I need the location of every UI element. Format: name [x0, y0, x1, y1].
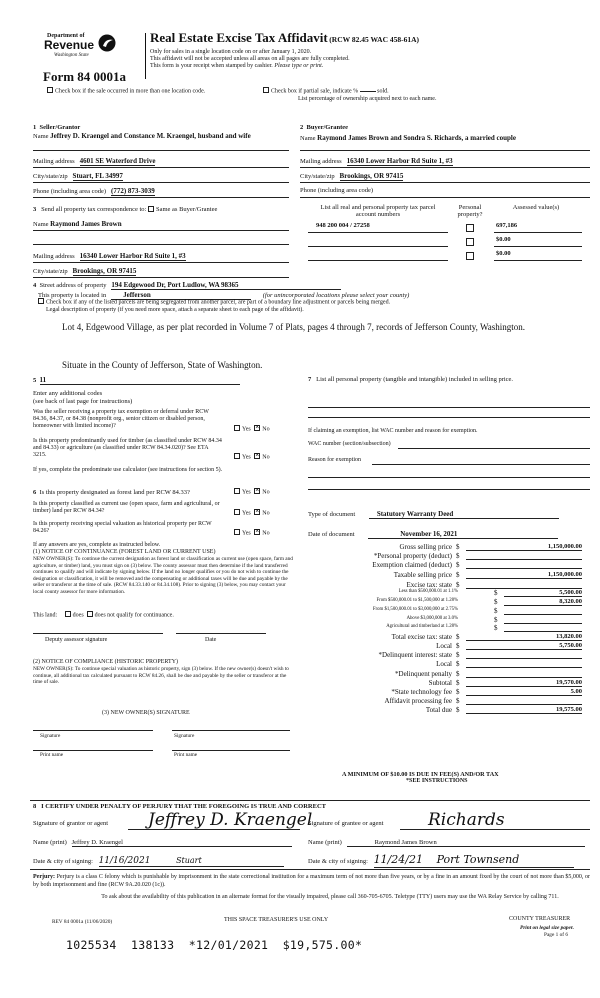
grantor-signature-field[interactable]: Signature of grantor or agent [33, 820, 109, 827]
dor-logo [40, 33, 128, 69]
perjury-notice: Perjury: Perjury is a class C felony which is punishable by imprisonment in the state correctional institution for a maximum term of not more than five years, or by a fine in an amount fixed by the court of not more than $5,000, or by both imprisonment and fine (RCW 9A.20.020 (1c)). [33, 874, 590, 888]
yes-checkbox[interactable] [234, 488, 240, 494]
location-code[interactable]: 11 [40, 376, 240, 385]
pp-rule-1 [308, 407, 590, 408]
header-note-3: This form is your receipt when stamped by cashier. Please type or print. [150, 63, 324, 69]
seller-phone-rule [33, 197, 289, 198]
availability-notice: To ask about the availability of this publication in an alternate format for the visually impaired, please call 360-705-6705. Teletype (TTY) users may use the WA Relay Service by calling 711. [101, 894, 559, 900]
fin-label: *State technology fee [391, 688, 452, 696]
grantor-sig-rule [128, 829, 300, 830]
fin-label: *Delinquent interest: state [378, 651, 452, 659]
owner-print-label-2: Print name [174, 752, 198, 758]
if-yes-note: If any answers are yes, complete as instructed below. [33, 542, 161, 548]
fin-label: *Personal property (deduct) [373, 552, 452, 560]
fin-label: From $500,000.01 to $1,500,000 at 1.28% [376, 598, 458, 603]
fin-value[interactable] [466, 561, 582, 569]
notice-compliance-body: NEW OWNER(S): To continue special valuation as historic property, sign (3) below. If the new owner(s) doesn't wish to continue, all additional tax calculated pursuant to RCW 84.26, shall be due and payable by the seller or transferor at the time of sale. [33, 666, 289, 686]
yes-checkbox[interactable] [234, 529, 240, 535]
fin-label: Total excise tax: state [391, 633, 452, 641]
fin-label: Agricultural and timberland at 1.28% [386, 624, 458, 629]
fin-label: Local [436, 660, 452, 668]
fin-label: Less than $500,000.01 at 1.1% [398, 589, 458, 594]
legal-desc-label: Legal description of property (if you need more space, attach a separate sheet to each page of the affidavit). [46, 307, 304, 313]
dept-of-text: Department of [47, 33, 85, 39]
owner-signature-label-2: Signature [174, 733, 195, 739]
corr-city-rule [33, 277, 289, 278]
predominate-use-note: If yes, complete the predominate use calculator (see instructions for section 5). [33, 467, 223, 473]
fin-value[interactable] [466, 660, 582, 668]
dollar-sign: $ [456, 561, 460, 569]
current-use-yes-no: Yes × No [234, 510, 270, 517]
buyer-name-field[interactable]: Name Raymond James Brown and Sondra S. Richards, a married couple [300, 134, 516, 142]
fin-row [308, 651, 590, 660]
fin-value[interactable] [504, 607, 582, 615]
yes-checkbox[interactable] [234, 509, 240, 515]
fin-value[interactable]: 1,150,000.00 [466, 543, 582, 551]
exemption-claim-text: If claiming an exemption, list WAC number and reason for exemption. [308, 428, 478, 434]
reason-exemption-label: Reason for exemption [308, 457, 361, 463]
dor-logo-icon [97, 33, 117, 53]
personal-property-checkbox[interactable] [466, 252, 474, 260]
grantee-signature: Richards [428, 810, 505, 830]
forest-yes-no: Yes × No [234, 489, 270, 496]
title-rule [145, 33, 146, 79]
dollar-sign: $ [456, 543, 460, 551]
grantor-print-field[interactable]: Name (print) Jeffrey D. Kraengel [33, 839, 292, 847]
fin-value[interactable]: 19,570.00 [466, 679, 582, 687]
header-note-1: Only for sales in a single location code on or after January 1, 2020. [150, 49, 312, 55]
corr-blank-rule [33, 244, 289, 245]
owner-print-rule-1 [33, 750, 153, 751]
dollar-sign: $ [456, 571, 460, 579]
dollar-sign: $ [456, 697, 460, 705]
certify-statement: 8 I CERTIFY UNDER PENALTY OF PERJURY THAT THE FOREGOING IS TRUE AND CORRECT [33, 803, 326, 810]
buyer-name-rule [300, 150, 590, 151]
personal-property-text: 7 List all personal property (tangible and intangible) included in selling price. [308, 376, 514, 383]
notice-continuance-body: NEW OWNER(S): To continue the current designation as forest land or classification as current use (open space, farm and agriculture, or timber) land, you must sign on (3) below. The county assessor must then determine if the land transferred continues to qualify and will indicate by signing below. If the land no longer qualifies or you do not wish to continue the designation or classification, it will be removed and the compensating or additional taxes will be due and payable by the seller or transferor at the time of sale. (RCW 84.33.140 or 84.34.108). Prior to signing (3) below, you may contact your local county assessor for more information. [33, 556, 293, 596]
rev-number: REV 84 0001a (11/06/2020) [52, 919, 113, 925]
deputy-signature-label: Deputy assessor signature [45, 637, 108, 643]
dollar-sign: $ [456, 633, 460, 641]
fin-label: Excise tax: state [406, 581, 452, 589]
dollar-sign: $ [456, 688, 460, 696]
parcel-row [308, 250, 590, 262]
correspondence-name-field[interactable]: Name Raymond James Brown [33, 220, 122, 228]
owner-print-rule-2 [172, 750, 290, 751]
ownership-note: List percentage of ownership acquired next to each name. [298, 96, 437, 102]
deputy-date-rule [176, 633, 266, 634]
corr-name-rule [33, 230, 289, 231]
fin-value[interactable]: 13,820.00 [466, 633, 582, 641]
no-checkbox[interactable] [254, 453, 260, 459]
corr-mailing-rule [33, 262, 289, 263]
legal-paper-note: Print on legal size paper. [520, 925, 575, 931]
fin-value[interactable] [504, 616, 582, 624]
fin-value[interactable]: 5,750.00 [466, 642, 582, 650]
additional-codes-note: (see back of last page for instructions) [33, 398, 133, 405]
header-note-2: This affidavit will not be accepted unless all areas on all pages are fully completed. [150, 56, 350, 62]
owner-sig-rule-1 [33, 730, 153, 731]
additional-codes-label: Enter any additional codes [33, 390, 103, 397]
deputy-sig-rule [33, 633, 163, 634]
grantee-sig-rule [400, 829, 590, 830]
fin-row [308, 642, 590, 651]
fin-value[interactable]: 5,500.00 [504, 589, 582, 597]
grantee-date-city-field[interactable]: Date & city of signing: 11/24/21 Port Townsend [308, 854, 574, 868]
new-owner-signature-heading: (3) NEW OWNER(S) SIGNATURE [102, 710, 190, 716]
historic-question: Is this property receiving special valuation as historical property per RCW 84.26? [33, 521, 212, 534]
partial-sale-row: Check box if partial sale, indicate % sold. [263, 88, 389, 95]
fin-value[interactable] [466, 651, 582, 659]
fin-label: Subtotal [428, 679, 452, 687]
buyer-mailing-field[interactable]: Mailing address 16340 Lower Harbor Rd Suite 1, #3 [300, 157, 453, 165]
assessed-value-col-header: Assessed value(s) [512, 204, 560, 211]
reason-rule-2 [308, 477, 590, 478]
fin-row [308, 706, 590, 715]
segregated-row: Check box if any of the listed parcels are being segregated from another parcel, are part of a boundary line adjustment or parcels being merged. [38, 299, 390, 306]
current-use-question: Is this property classified as current use (open space, farm and agricultural, or timber) land per RCW 84.34? [33, 501, 220, 514]
fin-value[interactable] [466, 581, 582, 589]
fin-value[interactable]: 1,150,000.00 [466, 571, 582, 579]
street-address-field[interactable]: 4 Street address of property 194 Edgewood Dr, Port Ludlow, WA 98365 [33, 281, 341, 290]
fin-label: Exemption claimed (deduct) [372, 561, 452, 569]
no-checkbox[interactable] [254, 529, 260, 535]
dollar-sign: $ [494, 616, 498, 624]
timber-yes-no: Yes × No [234, 454, 270, 461]
dollar-sign: $ [494, 589, 498, 597]
dollar-sign: $ [456, 581, 460, 589]
buyer-mailing-rule [300, 167, 590, 168]
owner-signature-label-1: Signature [40, 733, 61, 739]
fin-row [308, 571, 590, 580]
buyer-phone-field[interactable]: Phone (including area code) [300, 187, 374, 194]
fin-row [308, 561, 590, 570]
tax-correspondence-row: 3 Send all property tax correspondence to: Same as Buyer/Grantee [33, 206, 218, 213]
section8-bottom-rule [30, 869, 590, 870]
yes-checkbox[interactable] [234, 425, 240, 431]
parcel-row [308, 222, 590, 234]
owner-print-label-1: Print name [40, 752, 64, 758]
correspondence-mailing-field[interactable]: Mailing address 16340 Lower Harbor Rd Suite 1, #3 [33, 252, 186, 260]
fin-label: *Delinquent penalty [395, 670, 452, 678]
form-number: Form 84 0001a [43, 69, 127, 84]
reason-rule-3 [308, 489, 590, 490]
dollar-sign: $ [494, 598, 498, 606]
buyer-heading: 2 Buyer/Grantee [300, 124, 349, 131]
grantee-signature-field[interactable]: Signature of grantee or agent [308, 820, 384, 827]
seller-city-field[interactable]: City/state/zip Stuart, FL 34997 [33, 172, 123, 180]
fin-label: Total due [425, 706, 452, 714]
dollar-sign: $ [494, 607, 498, 615]
fin-row [308, 552, 590, 561]
reason-rule-1 [372, 464, 590, 465]
cashier-stamp: 1025534 138133 *12/01/2021 $19,575.00* [66, 938, 363, 952]
notice-compliance-title: (2) NOTICE OF COMPLIANCE (HISTORIC PROPERTY) [33, 659, 179, 665]
exemption-question: Was the seller receiving a property tax exemption or deferral under RCW 84.36, 84.37, or 84.38 (nonprofit org., senior citizen or disabled person, homeowner with limited income)? [33, 409, 209, 429]
legal-description-situate[interactable]: Situate in the County of Jefferson, State of Washington. [62, 360, 263, 370]
no-checkbox[interactable] [254, 425, 260, 431]
fin-row [308, 624, 590, 633]
dollar-sign: $ [456, 660, 460, 668]
assessed-value[interactable]: $0.00 [496, 236, 511, 243]
forest-land-question: 6 Is this property designated as forest land per RCW 84.33? [33, 489, 190, 496]
fin-row [308, 589, 590, 598]
doc-date-field[interactable]: Date of document November 16, 2021 [308, 530, 558, 539]
fin-label: Taxable selling price [393, 571, 452, 579]
dollar-sign: $ [456, 642, 460, 650]
does-not-checkbox[interactable] [87, 611, 93, 617]
grantee-print-field[interactable]: Name (print) Raymond James Brown [308, 839, 585, 847]
fin-value[interactable] [466, 552, 582, 560]
revenue-text: Revenue [44, 38, 95, 52]
fin-row [308, 607, 590, 616]
pp-rule-2 [308, 417, 590, 418]
timber-question: Is this property predominantly used for timber (as classified under RCW 84.34 and 84.33) or agriculture (as classified under RCW 84.34.020)? See ETA 3215. [33, 438, 222, 458]
correspondence-city-field[interactable]: City/state/zip Brookings, OR 97415 [33, 267, 137, 275]
does-checkbox[interactable] [65, 611, 71, 617]
doc-type-field[interactable]: Type of document Statutory Warranty Deed [308, 510, 559, 519]
deputy-date-label: Date [205, 637, 217, 643]
fin-label: Affidavit processing fee [384, 697, 452, 705]
page-number: Page 1 of 6 [544, 932, 568, 938]
fin-row [308, 543, 590, 552]
wac-number-label: WAC number (section/subsection) [308, 441, 391, 447]
section8-top-rule [30, 800, 590, 801]
dollar-sign: $ [494, 624, 498, 632]
dollar-sign: $ [456, 670, 460, 678]
located-in-field[interactable]: This property is located in Jefferson (for unincorporated locations please select your county) [38, 291, 410, 299]
dollar-sign: $ [456, 552, 460, 560]
fin-label: Local [436, 642, 452, 650]
fin-row [308, 688, 590, 697]
fin-label: Above $3,000,000 at 3.0% [406, 616, 458, 621]
notice-continuance-title: (1) NOTICE OF CONTINUANCE (FOREST LAND OR CURRENT USE) [33, 549, 216, 555]
multi-location-checkbox[interactable] [47, 87, 53, 93]
fin-row [308, 670, 590, 679]
no-checkbox[interactable] [254, 488, 260, 494]
dollar-sign: $ [456, 706, 460, 714]
buyer-phone-rule [300, 197, 590, 198]
assessed-value[interactable]: 697,186 [496, 222, 518, 229]
page-title: Real Estate Excise Tax Affidavit (RCW 82.45 WAC 458-61A) [150, 30, 420, 45]
fin-value[interactable]: 5.00 [466, 688, 582, 696]
parcel-col-header: List all real and personal property tax parcel account numbers [320, 204, 436, 219]
minimum-note: A MINIMUM OF $10.00 IS DUE IN FEE(S) AND/OR TAX [342, 771, 499, 778]
dollar-sign: $ [456, 651, 460, 659]
personal-property-checkbox[interactable] [466, 238, 474, 246]
personal-property-col-header: Personal property? [457, 204, 483, 219]
dollar-sign: $ [456, 679, 460, 687]
seller-name-rule [33, 150, 289, 151]
fin-label: From $1,500,000.01 to $3,000,000 at 2.75% [372, 607, 458, 612]
county-treasurer: COUNTY TREASURER [509, 916, 571, 922]
buyer-city-field[interactable]: City/state/zip Brookings, OR 97415 [300, 172, 404, 180]
fin-row [308, 697, 590, 706]
section5-code-row: 5 11 [33, 376, 240, 385]
fin-row [308, 679, 590, 688]
exemption-yes-no: Yes × No [234, 426, 270, 433]
parcel-number[interactable]: 948 200 004 / 27258 [316, 222, 370, 229]
seller-mailing-rule [33, 167, 289, 168]
no-checkbox[interactable] [254, 509, 260, 515]
see-instructions: *SEE INSTRUCTIONS [406, 778, 468, 784]
treasurer-only: THIS SPACE TREASURER'S USE ONLY [224, 917, 329, 923]
wac-rule [398, 448, 590, 449]
grantor-signature: Jeffrey D. Kraengel [148, 810, 313, 830]
yes-checkbox[interactable] [234, 453, 240, 459]
multi-location-row: Check box if the sale occurred in more than one location code. [47, 88, 205, 95]
legal-description[interactable]: Lot 4, Edgewood Village, as per plat recorded in Volume 7 of Plats, pages 4 through 7, records of Jefferson County, Washington. [62, 322, 525, 332]
assessed-value[interactable]: $0.00 [496, 250, 511, 257]
fin-value[interactable] [466, 697, 582, 705]
fin-label: Gross selling price [399, 543, 452, 551]
seller-heading: 1 Seller/Grantor [33, 124, 81, 131]
seller-name-field[interactable]: Name Jeffrey D. Kraengel and Constance M. Kraengel, husband and wife [33, 132, 251, 140]
seller-phone-field[interactable]: Phone (including area code) (772) 873-3039 [33, 187, 155, 195]
buyer-city-rule [300, 182, 590, 183]
fin-value[interactable]: 19,575.00 [466, 706, 582, 714]
continuance-qualify-row: This land: does does not qualify for continuance. [33, 612, 174, 619]
fin-row [308, 660, 590, 669]
wa-state-text: Washington State [54, 53, 89, 58]
fin-row [308, 598, 590, 607]
fin-row [308, 633, 590, 642]
seller-city-rule [33, 182, 289, 183]
segregated-checkbox[interactable] [38, 298, 44, 304]
owner-sig-rule-2 [172, 730, 290, 731]
partial-sale-checkbox[interactable] [263, 87, 269, 93]
fin-value[interactable]: 8,320.00 [504, 598, 582, 606]
historic-yes-no: Yes × No [234, 530, 270, 537]
personal-property-checkbox[interactable] [466, 224, 474, 232]
grantor-date-city-field[interactable]: Date & city of signing: 11/16/2021 Stuart [33, 856, 284, 867]
seller-mailing-field[interactable]: Mailing address 4601 SE Waterford Drive [33, 157, 156, 165]
parcel-row [308, 236, 590, 248]
fin-value[interactable] [466, 670, 582, 678]
same-as-buyer-checkbox[interactable] [148, 206, 154, 212]
fin-value[interactable] [504, 624, 582, 632]
